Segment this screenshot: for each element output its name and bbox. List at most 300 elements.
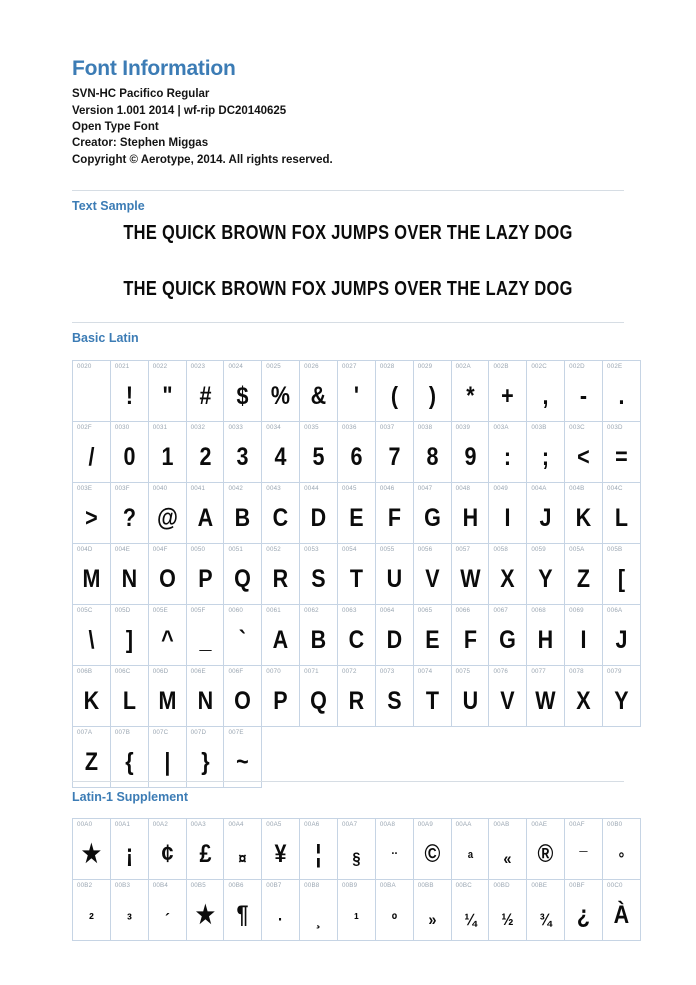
glyph-cell[interactable] bbox=[73, 880, 111, 941]
glyph-character: C bbox=[272, 504, 289, 532]
glyph-cell[interactable] bbox=[527, 666, 565, 727]
glyph-character: < bbox=[577, 443, 590, 471]
glyph-character: I bbox=[504, 504, 511, 532]
glyph-cell[interactable] bbox=[489, 819, 527, 880]
glyph-character: 6 bbox=[350, 443, 363, 471]
glyph-character: F bbox=[387, 504, 401, 532]
glyph-codepoint: 0068 bbox=[531, 607, 546, 614]
glyph-codepoint: 0029 bbox=[417, 363, 433, 370]
glyph-cell[interactable] bbox=[413, 544, 451, 605]
glyph-codepoint: 004F bbox=[152, 546, 168, 553]
glyph-character: N bbox=[121, 565, 138, 593]
glyph-character: W bbox=[459, 565, 481, 593]
glyph-cell[interactable] bbox=[451, 544, 489, 605]
glyph-character: J bbox=[615, 626, 628, 654]
glyph-character: O bbox=[158, 565, 176, 593]
glyph-cell[interactable] bbox=[603, 422, 641, 483]
glyph-codepoint: 0060 bbox=[228, 607, 244, 614]
glyph-cell[interactable] bbox=[148, 544, 186, 605]
glyph-character: # bbox=[199, 382, 211, 410]
glyph-character: S bbox=[387, 687, 402, 715]
glyph-codepoint: 00BF bbox=[569, 882, 585, 889]
glyph-character: Y bbox=[538, 565, 553, 593]
glyph-codepoint: 0073 bbox=[379, 668, 395, 675]
glyph-cell[interactable] bbox=[338, 361, 376, 422]
glyph-cell[interactable] bbox=[375, 422, 413, 483]
glyph-cell-empty bbox=[489, 727, 527, 788]
glyph-cell[interactable] bbox=[413, 483, 451, 544]
glyph-cell[interactable] bbox=[375, 666, 413, 727]
glyph-character: V bbox=[424, 565, 440, 593]
glyph-cell[interactable] bbox=[300, 605, 338, 666]
glyph-character: ¢ bbox=[161, 840, 174, 868]
glyph-cell[interactable] bbox=[262, 819, 300, 880]
glyph-codepoint: 0069 bbox=[569, 607, 584, 614]
glyph-codepoint: 00B7 bbox=[266, 882, 282, 889]
glyph-codepoint: 0020 bbox=[77, 363, 92, 370]
glyph-codepoint: 0075 bbox=[455, 668, 471, 675]
glyph-character: ´ bbox=[164, 910, 170, 929]
glyph-cell[interactable] bbox=[603, 544, 641, 605]
glyph-cell[interactable] bbox=[489, 483, 527, 544]
glyph-cell[interactable] bbox=[527, 483, 565, 544]
glyph-cell[interactable] bbox=[603, 880, 641, 941]
glyph-cell[interactable] bbox=[451, 819, 489, 880]
glyph-cell[interactable] bbox=[224, 666, 262, 727]
glyph-cell[interactable] bbox=[375, 605, 413, 666]
glyph-cell[interactable] bbox=[565, 483, 603, 544]
glyph-cell-empty bbox=[527, 727, 565, 788]
glyph-codepoint: 007C bbox=[152, 729, 169, 736]
glyph-cell[interactable] bbox=[73, 544, 111, 605]
glyph-codepoint: 0053 bbox=[304, 546, 319, 553]
glyph-cell[interactable] bbox=[262, 880, 300, 941]
glyph-character: · bbox=[278, 910, 284, 929]
glyph-codepoint: 002B bbox=[493, 363, 509, 370]
glyph-character: K bbox=[575, 504, 592, 532]
glyph-codepoint: 0046 bbox=[379, 485, 395, 492]
glyph-codepoint: 00B0 bbox=[607, 821, 623, 828]
glyph-character: 5 bbox=[312, 443, 325, 471]
glyph-codepoint: 0051 bbox=[228, 546, 244, 553]
glyph-codepoint: 003B bbox=[531, 424, 547, 431]
glyph-cell[interactable] bbox=[375, 361, 413, 422]
glyph-codepoint: 0042 bbox=[228, 485, 244, 492]
glyph-character: Z bbox=[84, 748, 98, 776]
glyph-character: 8 bbox=[426, 443, 439, 471]
glyph-codepoint: 00A9 bbox=[417, 821, 433, 828]
glyph-cell[interactable] bbox=[148, 819, 186, 880]
glyph-cell[interactable] bbox=[451, 605, 489, 666]
glyph-codepoint: 0065 bbox=[417, 607, 433, 614]
glyph-cell[interactable] bbox=[489, 666, 527, 727]
glyph-character: B bbox=[310, 626, 327, 654]
glyph-codepoint: 0071 bbox=[304, 668, 319, 675]
glyph-codepoint: 0052 bbox=[266, 546, 281, 553]
glyph-codepoint: 0062 bbox=[304, 607, 319, 614]
font-info-line: SVN-HC Pacifico Regular bbox=[72, 88, 210, 101]
glyph-cell[interactable] bbox=[148, 422, 186, 483]
glyph-cell[interactable] bbox=[186, 666, 224, 727]
glyph-cell[interactable] bbox=[300, 361, 338, 422]
glyph-codepoint: 00BE bbox=[531, 882, 548, 889]
glyph-cell[interactable] bbox=[110, 880, 148, 941]
glyph-character: | bbox=[164, 748, 171, 776]
glyph-cell[interactable] bbox=[262, 483, 300, 544]
glyph-codepoint: 00AF bbox=[569, 821, 585, 828]
glyph-row bbox=[73, 422, 641, 483]
glyph-cell[interactable] bbox=[603, 666, 641, 727]
glyph-character: M bbox=[158, 687, 177, 715]
glyph-codepoint: 0064 bbox=[379, 607, 395, 614]
glyph-character: § bbox=[352, 849, 361, 868]
glyph-character: Q bbox=[310, 687, 327, 715]
glyph-codepoint: 0037 bbox=[379, 424, 395, 431]
glyph-character: ¨ bbox=[391, 849, 397, 868]
glyph-cell[interactable] bbox=[451, 361, 489, 422]
glyph-character: 9 bbox=[464, 443, 476, 471]
glyph-character: , bbox=[542, 382, 549, 410]
glyph-codepoint: 0057 bbox=[455, 546, 471, 553]
glyph-cell[interactable] bbox=[489, 361, 527, 422]
glyph-codepoint: 004D bbox=[77, 546, 93, 553]
glyph-character: ² bbox=[88, 910, 94, 929]
glyph-cell[interactable] bbox=[186, 605, 224, 666]
glyph-cell[interactable] bbox=[262, 361, 300, 422]
glyph-character: ¸ bbox=[316, 910, 322, 929]
glyph-cell[interactable] bbox=[413, 361, 451, 422]
glyph-character: ! bbox=[125, 382, 133, 410]
glyph-character: & bbox=[310, 382, 327, 410]
glyph-cell[interactable] bbox=[375, 483, 413, 544]
glyph-codepoint: 00A1 bbox=[114, 821, 131, 828]
glyph-cell[interactable] bbox=[73, 819, 111, 880]
glyph-codepoint: 0055 bbox=[379, 546, 395, 553]
glyph-cell[interactable] bbox=[148, 605, 186, 666]
glyph-cell[interactable] bbox=[300, 819, 338, 880]
glyph-cell[interactable] bbox=[413, 666, 451, 727]
glyph-character: = bbox=[615, 443, 628, 471]
glyph-character: 3 bbox=[236, 443, 249, 471]
glyph-cell[interactable] bbox=[527, 880, 565, 941]
glyph-character: ¥ bbox=[274, 840, 287, 868]
glyph-cell[interactable] bbox=[262, 544, 300, 605]
glyph-character: » bbox=[428, 910, 437, 929]
glyph-cell[interactable] bbox=[603, 361, 641, 422]
glyph-codepoint: 0074 bbox=[417, 668, 433, 675]
glyph-cell[interactable] bbox=[413, 422, 451, 483]
glyph-cell[interactable] bbox=[148, 361, 186, 422]
glyph-character: P bbox=[273, 687, 288, 715]
glyph-codepoint: 00A3 bbox=[190, 821, 206, 828]
glyph-cell[interactable] bbox=[186, 544, 224, 605]
font-info-line: Open Type Font bbox=[72, 121, 159, 133]
glyph-cell-empty bbox=[262, 727, 300, 788]
glyph-codepoint: 0021 bbox=[114, 363, 130, 370]
glyph-cell[interactable] bbox=[148, 727, 186, 788]
section-divider bbox=[72, 190, 624, 191]
glyph-row bbox=[73, 544, 641, 605]
glyph-codepoint: 0025 bbox=[266, 363, 281, 370]
glyph-codepoint: 007E bbox=[228, 729, 244, 736]
glyph-cell[interactable] bbox=[375, 544, 413, 605]
glyph-codepoint: 0044 bbox=[304, 485, 319, 492]
glyph-character: © bbox=[424, 840, 441, 868]
glyph-codepoint: 00A6 bbox=[304, 821, 320, 828]
glyph-cell[interactable] bbox=[489, 544, 527, 605]
font-info-line: Version 1.001 2014 | wf-rip DC20140625 bbox=[72, 104, 287, 117]
glyph-character: º bbox=[391, 910, 397, 929]
glyph-cell[interactable] bbox=[224, 605, 262, 666]
glyph-cell[interactable] bbox=[565, 422, 603, 483]
glyph-cell[interactable] bbox=[603, 483, 641, 544]
glyph-cell[interactable] bbox=[565, 605, 603, 666]
glyph-character: H bbox=[537, 626, 554, 654]
glyph-cell[interactable] bbox=[413, 819, 451, 880]
glyph-row bbox=[73, 819, 641, 880]
glyph-table-latin1-supplement bbox=[72, 818, 641, 941]
glyph-codepoint: 0054 bbox=[342, 546, 357, 553]
glyph-cell[interactable] bbox=[603, 819, 641, 880]
glyph-character: / bbox=[88, 443, 95, 471]
glyph-character: ' bbox=[353, 382, 360, 410]
glyph-cell[interactable] bbox=[300, 666, 338, 727]
glyph-character: F bbox=[463, 626, 477, 654]
page-title: Font Information bbox=[72, 57, 236, 80]
glyph-cell-empty bbox=[300, 727, 338, 788]
glyph-cell[interactable] bbox=[262, 666, 300, 727]
glyph-codepoint: 00BD bbox=[493, 882, 510, 889]
glyph-cell[interactable] bbox=[527, 544, 565, 605]
glyph-character: R bbox=[272, 565, 289, 593]
glyph-character: ~ bbox=[236, 748, 250, 776]
glyph-cell[interactable] bbox=[338, 666, 376, 727]
glyph-codepoint: 004A bbox=[531, 485, 547, 492]
glyph-character: P bbox=[197, 565, 213, 593]
glyph-cell[interactable] bbox=[413, 880, 451, 941]
glyph-character: ª bbox=[467, 849, 473, 868]
glyph-codepoint: 005D bbox=[114, 607, 131, 614]
glyph-character: ) bbox=[428, 382, 436, 410]
glyph-cell[interactable] bbox=[527, 361, 565, 422]
glyph-cell[interactable] bbox=[224, 483, 262, 544]
glyph-cell[interactable] bbox=[73, 422, 111, 483]
glyph-codepoint: 0079 bbox=[607, 668, 622, 675]
glyph-character: ¿ bbox=[577, 901, 591, 929]
glyph-cell[interactable] bbox=[186, 361, 224, 422]
glyph-cell[interactable] bbox=[338, 544, 376, 605]
glyph-cell[interactable] bbox=[565, 666, 603, 727]
glyph-character bbox=[76, 409, 108, 421]
glyph-codepoint: 0024 bbox=[228, 363, 244, 370]
glyph-codepoint: 00AA bbox=[455, 821, 472, 828]
glyph-character: C bbox=[348, 626, 365, 654]
glyph-cell[interactable] bbox=[300, 422, 338, 483]
glyph-cell[interactable] bbox=[110, 666, 148, 727]
glyph-character: 4 bbox=[274, 443, 287, 471]
glyph-cell[interactable] bbox=[186, 819, 224, 880]
glyph-cell[interactable] bbox=[110, 483, 148, 544]
glyph-character: ¡ bbox=[125, 840, 133, 868]
glyph-codepoint: 00A7 bbox=[342, 821, 358, 828]
glyph-codepoint: 005E bbox=[152, 607, 168, 614]
glyph-codepoint: 0030 bbox=[114, 424, 130, 431]
glyph-cell[interactable] bbox=[110, 544, 148, 605]
glyph-character: G bbox=[499, 626, 517, 654]
glyph-cell[interactable] bbox=[73, 666, 111, 727]
glyph-cell[interactable] bbox=[565, 361, 603, 422]
glyph-codepoint: 00AB bbox=[493, 821, 510, 828]
glyph-cell-empty bbox=[565, 727, 603, 788]
glyph-cell[interactable] bbox=[300, 483, 338, 544]
glyph-codepoint: 0072 bbox=[342, 668, 357, 675]
glyph-codepoint: 00B4 bbox=[152, 882, 168, 889]
glyph-codepoint: 006D bbox=[152, 668, 169, 675]
glyph-codepoint: 007D bbox=[190, 729, 207, 736]
glyph-cell[interactable] bbox=[375, 819, 413, 880]
glyph-character: Z bbox=[577, 565, 591, 593]
glyph-cell[interactable] bbox=[262, 422, 300, 483]
glyph-codepoint: 003F bbox=[114, 485, 130, 492]
glyph-character: { bbox=[125, 748, 134, 776]
glyph-codepoint: 0049 bbox=[493, 485, 509, 492]
glyph-cell[interactable] bbox=[338, 422, 376, 483]
glyph-character: ? bbox=[122, 504, 136, 532]
glyph-character: \ bbox=[88, 626, 95, 654]
glyph-cell[interactable] bbox=[110, 727, 148, 788]
glyph-cell[interactable] bbox=[527, 605, 565, 666]
glyph-cell[interactable] bbox=[73, 361, 111, 422]
glyph-cell[interactable] bbox=[73, 605, 111, 666]
glyph-character: 2 bbox=[199, 443, 211, 471]
glyph-cell[interactable] bbox=[413, 605, 451, 666]
glyph-cell[interactable] bbox=[73, 727, 111, 788]
glyph-codepoint: 0066 bbox=[455, 607, 471, 614]
glyph-cell[interactable] bbox=[73, 483, 111, 544]
glyph-cell[interactable] bbox=[224, 544, 262, 605]
glyph-character: ¶ bbox=[236, 901, 249, 929]
glyph-cell[interactable] bbox=[451, 880, 489, 941]
glyph-codepoint: 0076 bbox=[493, 668, 509, 675]
glyph-cell[interactable] bbox=[300, 880, 338, 941]
glyph-codepoint: 002D bbox=[569, 363, 585, 370]
glyph-cell[interactable] bbox=[224, 880, 262, 941]
glyph-cell[interactable] bbox=[186, 727, 224, 788]
glyph-character: ³ bbox=[126, 910, 132, 929]
glyph-cell[interactable] bbox=[224, 361, 262, 422]
glyph-character: ( bbox=[390, 382, 398, 410]
glyph-codepoint: 004B bbox=[569, 485, 585, 492]
glyph-cell[interactable] bbox=[148, 666, 186, 727]
glyph-cell[interactable] bbox=[565, 544, 603, 605]
glyph-character: X bbox=[576, 687, 591, 715]
glyph-codepoint: 003C bbox=[569, 424, 585, 431]
glyph-character: ° bbox=[618, 849, 625, 868]
glyph-cell[interactable] bbox=[110, 361, 148, 422]
glyph-codepoint: 0056 bbox=[417, 546, 433, 553]
glyph-cell[interactable] bbox=[186, 422, 224, 483]
glyph-character: J bbox=[539, 504, 552, 532]
glyph-cell[interactable] bbox=[527, 422, 565, 483]
glyph-cell[interactable] bbox=[451, 666, 489, 727]
glyph-codepoint: 0048 bbox=[455, 485, 471, 492]
glyph-character: L bbox=[122, 687, 136, 715]
glyph-cell[interactable] bbox=[186, 880, 224, 941]
glyph-cell-empty bbox=[413, 727, 451, 788]
glyph-cell[interactable] bbox=[300, 544, 338, 605]
font-info-line: Creator: Stephen Miggas bbox=[72, 137, 209, 150]
glyph-cell[interactable] bbox=[110, 422, 148, 483]
glyph-character: O bbox=[234, 687, 252, 715]
glyph-character: ¼ bbox=[463, 910, 477, 929]
glyph-row bbox=[73, 361, 641, 422]
glyph-codepoint: 0063 bbox=[342, 607, 357, 614]
glyph-character: E bbox=[349, 504, 364, 532]
glyph-character: U bbox=[462, 687, 478, 715]
glyph-character: 7 bbox=[388, 443, 401, 471]
glyph-cell[interactable] bbox=[451, 422, 489, 483]
glyph-cell[interactable] bbox=[527, 819, 565, 880]
glyph-cell[interactable] bbox=[338, 605, 376, 666]
glyph-codepoint: 0038 bbox=[417, 424, 433, 431]
glyph-cell[interactable] bbox=[338, 483, 376, 544]
glyph-cell[interactable] bbox=[224, 727, 262, 788]
glyph-cell[interactable] bbox=[338, 880, 376, 941]
glyph-cell[interactable] bbox=[224, 422, 262, 483]
glyph-cell[interactable] bbox=[224, 819, 262, 880]
glyph-codepoint: 003E bbox=[77, 485, 93, 492]
glyph-cell[interactable] bbox=[110, 605, 148, 666]
glyph-cell[interactable] bbox=[148, 880, 186, 941]
glyph-cell-empty bbox=[603, 727, 641, 788]
glyph-cell[interactable] bbox=[489, 422, 527, 483]
glyph-codepoint: 00B8 bbox=[304, 882, 320, 889]
glyph-codepoint: 0039 bbox=[455, 424, 471, 431]
glyph-cell[interactable] bbox=[565, 880, 603, 941]
glyph-codepoint: 002E bbox=[607, 363, 623, 370]
glyph-cell[interactable] bbox=[148, 483, 186, 544]
glyph-cell[interactable] bbox=[451, 483, 489, 544]
glyph-character: ¾ bbox=[539, 910, 552, 929]
glyph-cell[interactable] bbox=[262, 605, 300, 666]
glyph-cell[interactable] bbox=[565, 819, 603, 880]
glyph-cell[interactable] bbox=[603, 605, 641, 666]
glyph-codepoint: 004C bbox=[607, 485, 623, 492]
glyph-character: D bbox=[310, 504, 327, 532]
glyph-character: T bbox=[425, 687, 439, 715]
glyph-cell[interactable] bbox=[489, 605, 527, 666]
glyph-character: G bbox=[423, 504, 441, 532]
glyph-cell[interactable] bbox=[489, 880, 527, 941]
glyph-cell-empty bbox=[375, 727, 413, 788]
glyph-character: @ bbox=[156, 504, 178, 532]
glyph-codepoint: 003D bbox=[607, 424, 623, 431]
glyph-cell[interactable] bbox=[186, 483, 224, 544]
glyph-cell[interactable] bbox=[338, 819, 376, 880]
glyph-character: + bbox=[501, 382, 515, 410]
glyph-codepoint: 00A2 bbox=[152, 821, 168, 828]
glyph-cell[interactable] bbox=[110, 819, 148, 880]
glyph-character: S bbox=[311, 565, 326, 593]
glyph-cell[interactable] bbox=[375, 880, 413, 941]
glyph-character: : bbox=[504, 443, 512, 471]
glyph-character: ¦ bbox=[315, 840, 322, 868]
glyph-codepoint: 00A0 bbox=[77, 821, 93, 828]
glyph-codepoint: 0031 bbox=[152, 424, 168, 431]
glyph-character: } bbox=[200, 748, 210, 776]
glyph-character: ^ bbox=[160, 626, 174, 654]
glyph-codepoint: 00BC bbox=[455, 882, 472, 889]
